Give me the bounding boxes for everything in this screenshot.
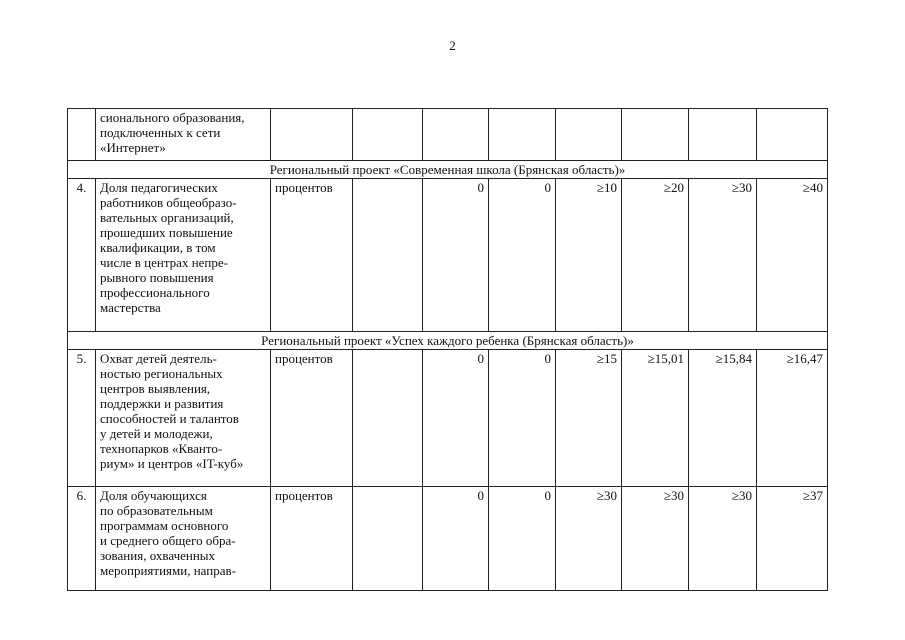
section-row (68, 161, 828, 179)
value-cell (689, 109, 757, 161)
indicator-name-line: подключенных к сети (100, 125, 221, 140)
unit-cell: процентов (271, 350, 353, 487)
value-cell: ≥30 (689, 179, 757, 332)
page-number: 2 (449, 38, 456, 53)
indicator-name-line: рывного повышения (100, 270, 214, 285)
indicator-name-cell (96, 487, 271, 591)
value-cell: ≥15,84 (689, 350, 757, 487)
value-cell: ≥30 (622, 487, 689, 591)
indicator-name-line: мастерства (100, 300, 161, 315)
value-cell (556, 109, 622, 161)
value-cell: 0 (489, 179, 556, 332)
value-cell: 0 (489, 350, 556, 487)
value-cell (489, 109, 556, 161)
row-number-cell (68, 109, 96, 161)
value-cell: ≥30 (689, 487, 757, 591)
table-row (68, 487, 828, 591)
base-cell (353, 487, 423, 591)
base-cell (353, 179, 423, 332)
value-cell (423, 109, 489, 161)
indicator-name-line: программам основного (100, 518, 229, 533)
indicator-name-cell (96, 350, 271, 487)
indicators-table (67, 108, 828, 591)
indicator-name-line: риум» и центров «IT-куб» (100, 456, 244, 471)
indicator-name-cell (96, 109, 271, 161)
section-title: Региональный проект «Успех каждого ребенка (Брянская область)» (68, 332, 828, 350)
indicator-name-line: «Интернет» (100, 140, 166, 155)
unit-cell: процентов (271, 179, 353, 332)
value-cell: 0 (423, 350, 489, 487)
value-cell: ≥37 (757, 487, 828, 591)
value-cell: 0 (423, 487, 489, 591)
value-cell: ≥20 (622, 179, 689, 332)
indicator-name-cell (96, 179, 271, 332)
indicator-name-line: работников общеобразо- (100, 195, 237, 210)
section-row (68, 332, 828, 350)
indicator-name-line: способностей и талантов (100, 411, 239, 426)
row-number-cell: 4. (68, 179, 96, 332)
value-cell: ≥15,01 (622, 350, 689, 487)
value-cell: ≥10 (556, 179, 622, 332)
indicator-name-line: поддержки и развития (100, 396, 224, 411)
row-number-cell: 6. (68, 487, 96, 591)
base-cell (353, 350, 423, 487)
value-cell: ≥15 (556, 350, 622, 487)
indicator-name-line: вательных организаций, (100, 210, 234, 225)
indicator-name-line: технопарков «Кванто- (100, 441, 223, 456)
indicator-name-line: ностью региональных (100, 366, 223, 381)
indicator-name-line: по образовательным (100, 503, 213, 518)
base-cell (353, 109, 423, 161)
section-title: Региональный проект «Современная школа (Брянская область)» (68, 161, 828, 179)
value-cell: 0 (423, 179, 489, 332)
value-cell (622, 109, 689, 161)
value-cell: ≥40 (757, 179, 828, 332)
indicator-name-line: числе в центрах непре- (100, 255, 228, 270)
table-row (68, 179, 828, 332)
indicator-name-line: квалификации, в том (100, 240, 216, 255)
indicator-name-line: у детей и молодежи, (100, 426, 213, 441)
table-row (68, 350, 828, 487)
unit-cell: процентов (271, 487, 353, 591)
indicator-name-line: и среднего общего обра- (100, 533, 236, 548)
indicator-name-line: Доля обучающихся (100, 488, 207, 503)
table-row-continuation (68, 109, 828, 161)
value-cell: ≥30 (556, 487, 622, 591)
value-cell: ≥16,47 (757, 350, 828, 487)
indicator-name-line: Охват детей деятель- (100, 351, 217, 366)
value-cell (757, 109, 828, 161)
indicator-name-line: профессионального (100, 285, 210, 300)
indicator-name-line: прошедших повышение (100, 225, 233, 240)
indicator-name-line: центров выявления, (100, 381, 211, 396)
unit-cell (271, 109, 353, 161)
indicator-name-line: Доля педагогических (100, 180, 218, 195)
indicator-name-line: мероприятиями, направ- (100, 563, 236, 578)
value-cell: 0 (489, 487, 556, 591)
row-number-cell: 5. (68, 350, 96, 487)
indicator-name-line: зования, охваченных (100, 548, 216, 563)
indicator-name-line: сионального образования, (100, 110, 245, 125)
